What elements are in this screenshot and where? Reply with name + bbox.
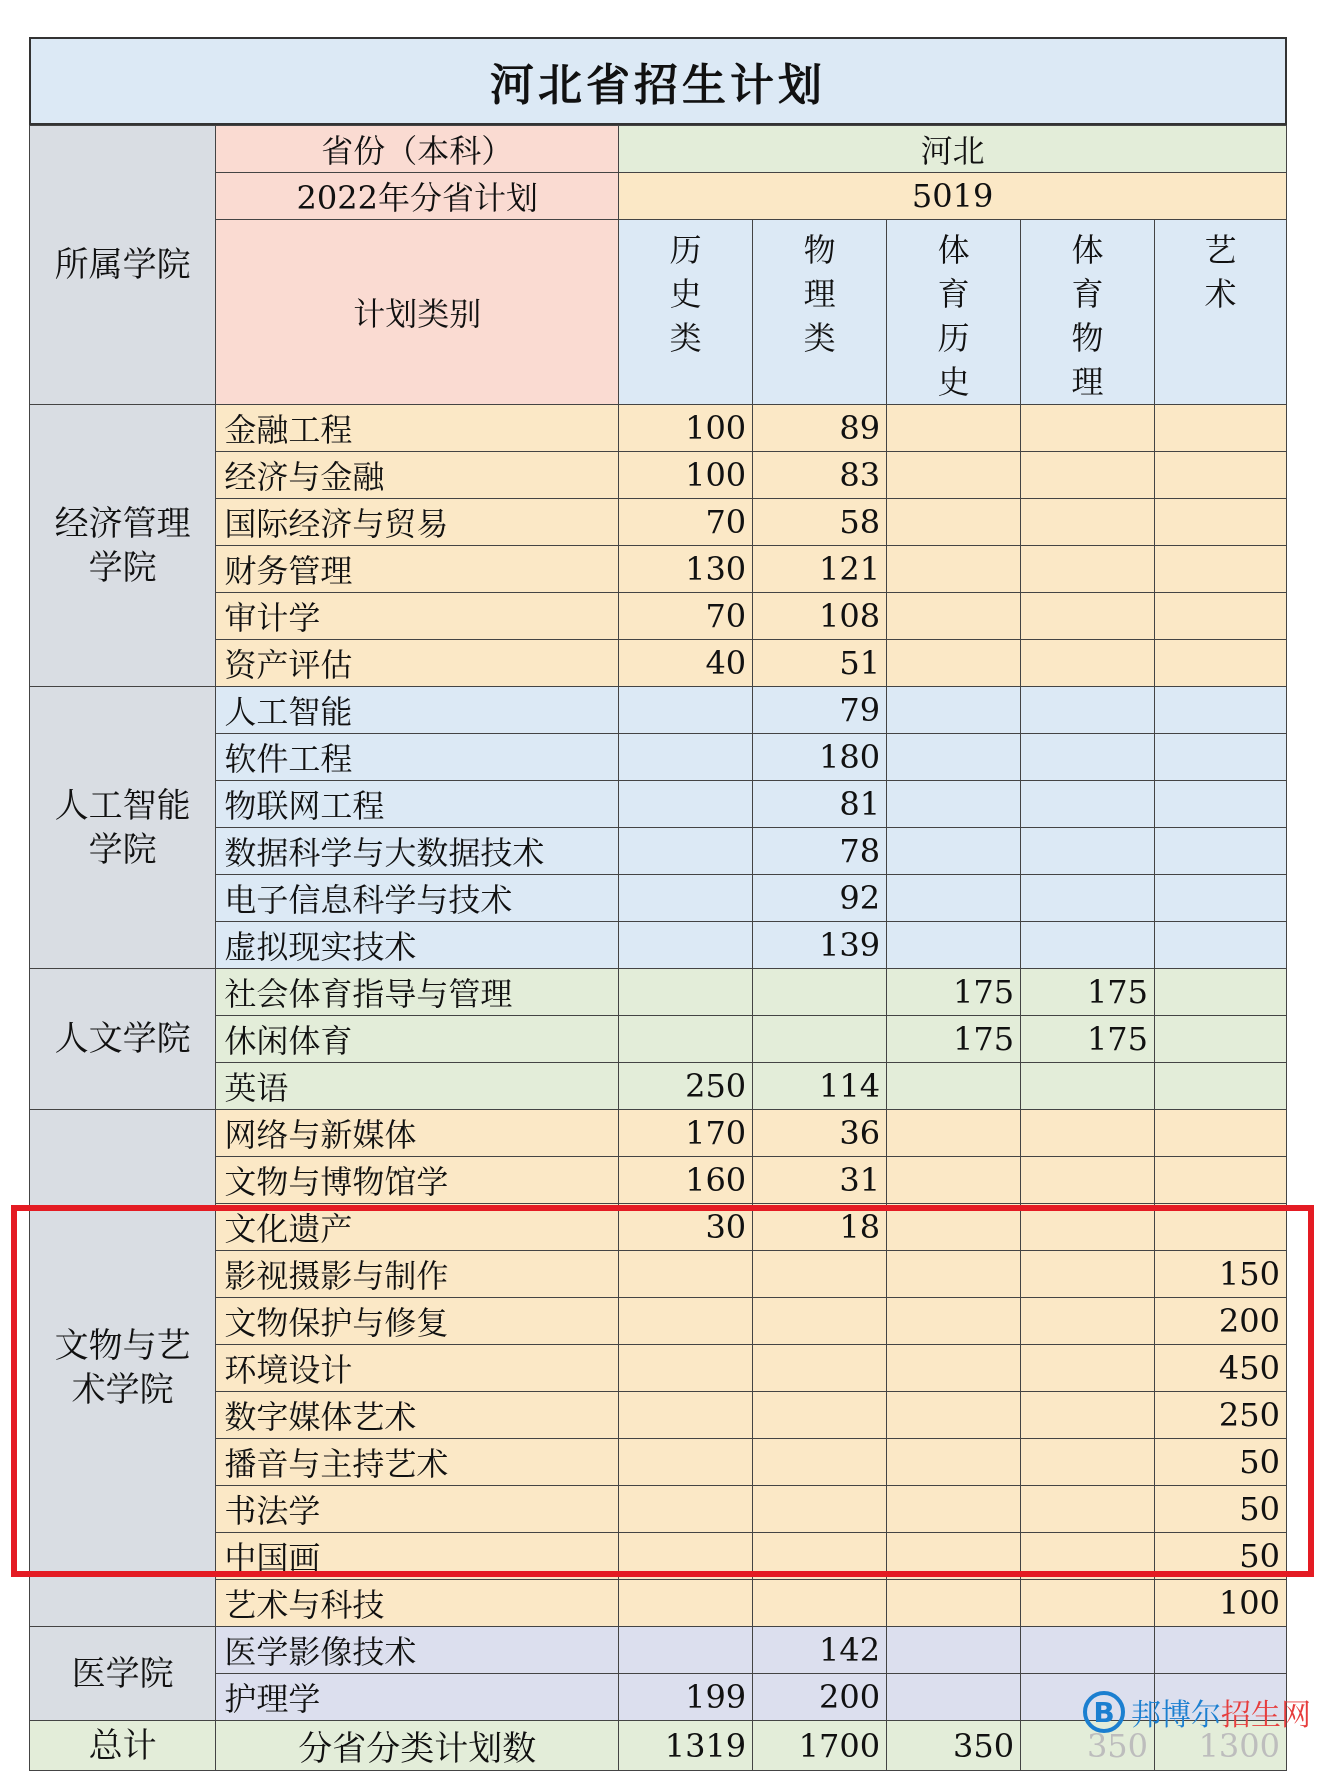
plan-count-cell: 50 bbox=[1155, 1439, 1287, 1486]
plan-count-cell bbox=[1021, 1486, 1155, 1533]
plan-count-cell bbox=[887, 828, 1021, 875]
plan-count-cell bbox=[619, 1533, 753, 1580]
table-row bbox=[30, 405, 1287, 452]
major-name: 网络与新媒体 bbox=[216, 1110, 619, 1157]
plan-count-cell bbox=[1021, 1157, 1155, 1204]
plan-count-cell: 92 bbox=[753, 875, 887, 922]
major-name: 书法学 bbox=[216, 1486, 619, 1533]
plan-count-cell bbox=[753, 1533, 887, 1580]
plan-count-cell bbox=[619, 875, 753, 922]
plan-count-cell bbox=[1021, 1345, 1155, 1392]
plan-count-cell: 100 bbox=[1155, 1580, 1287, 1627]
plan-count-cell bbox=[619, 1345, 753, 1392]
total-count-cell: 1700 bbox=[753, 1721, 887, 1771]
table-row bbox=[30, 1110, 1287, 1157]
plan-count-cell bbox=[887, 875, 1021, 922]
major-name: 艺术与科技 bbox=[216, 1580, 619, 1627]
plan-count-cell bbox=[619, 1298, 753, 1345]
major-name: 文物与博物馆学 bbox=[216, 1157, 619, 1204]
major-name: 金融工程 bbox=[216, 405, 619, 452]
plan-count-cell bbox=[887, 781, 1021, 828]
major-name: 虚拟现实技术 bbox=[216, 922, 619, 969]
plan-count-cell bbox=[619, 828, 753, 875]
plan-count-cell bbox=[887, 593, 1021, 640]
major-name: 审计学 bbox=[216, 593, 619, 640]
plan-count-cell bbox=[1155, 1627, 1287, 1674]
table-row bbox=[30, 1580, 1287, 1627]
plan-count-cell bbox=[1021, 640, 1155, 687]
plan-count-cell: 121 bbox=[753, 546, 887, 593]
plan-count-cell: 51 bbox=[753, 640, 887, 687]
plan-count-cell: 200 bbox=[753, 1674, 887, 1721]
major-name: 财务管理 bbox=[216, 546, 619, 593]
plan-count-cell: 40 bbox=[619, 640, 753, 687]
plan-count-cell bbox=[1155, 452, 1287, 499]
college-name: 人文学院 bbox=[30, 969, 216, 1110]
plan-count-cell: 175 bbox=[1021, 969, 1155, 1016]
plan-count-cell bbox=[619, 734, 753, 781]
plan-count-cell bbox=[1021, 875, 1155, 922]
table-row bbox=[30, 828, 1287, 875]
plan-count-cell bbox=[1021, 828, 1155, 875]
plan-count-cell bbox=[1021, 922, 1155, 969]
major-name: 经济与金融 bbox=[216, 452, 619, 499]
plan-count-cell bbox=[1021, 1251, 1155, 1298]
plan-count-cell bbox=[1021, 546, 1155, 593]
plan-count-cell: 114 bbox=[753, 1063, 887, 1110]
plan-count-cell bbox=[1155, 781, 1287, 828]
plan-count-cell bbox=[887, 1486, 1021, 1533]
plan-count-cell bbox=[887, 1251, 1021, 1298]
plan-count-cell bbox=[753, 1486, 887, 1533]
table-row bbox=[30, 1157, 1287, 1204]
plan-count-cell bbox=[619, 1016, 753, 1063]
category-header: 历 史 类 bbox=[619, 220, 753, 405]
plan-count-cell: 50 bbox=[1155, 1533, 1287, 1580]
college-name: 文物与艺术学院 bbox=[30, 1110, 216, 1627]
plan-count-cell bbox=[753, 969, 887, 1016]
plan-count-cell: 31 bbox=[753, 1157, 887, 1204]
plan-count-cell: 18 bbox=[753, 1204, 887, 1251]
plan-count-cell bbox=[887, 1204, 1021, 1251]
plan-count-cell bbox=[1021, 1580, 1155, 1627]
plan-count-cell: 170 bbox=[619, 1110, 753, 1157]
plan-count-cell bbox=[753, 1580, 887, 1627]
plan-count-cell bbox=[1155, 875, 1287, 922]
college-header: 所属学院 bbox=[30, 126, 216, 405]
plan-count-cell bbox=[1155, 828, 1287, 875]
plan-count-cell bbox=[1155, 405, 1287, 452]
college-name: 人工智能学院 bbox=[30, 687, 216, 969]
table-row bbox=[30, 1533, 1287, 1580]
watermark-text-a: 邦博尔 bbox=[1131, 1698, 1221, 1733]
plan-count-cell: 79 bbox=[753, 687, 887, 734]
plan-sheet bbox=[29, 37, 1287, 1771]
major-name: 资产评估 bbox=[216, 640, 619, 687]
plan-count-cell bbox=[753, 1298, 887, 1345]
plan-count-cell: 70 bbox=[619, 499, 753, 546]
plan-count-cell: 108 bbox=[753, 593, 887, 640]
plan-count-cell: 78 bbox=[753, 828, 887, 875]
plan-count-cell bbox=[887, 734, 1021, 781]
plan-count-cell bbox=[887, 452, 1021, 499]
table-row bbox=[30, 875, 1287, 922]
category-header: 艺 术 bbox=[1155, 220, 1287, 405]
plan-count-cell bbox=[1155, 546, 1287, 593]
plan-count-cell: 139 bbox=[753, 922, 887, 969]
major-name: 文化遗产 bbox=[216, 1204, 619, 1251]
plan-count-cell bbox=[887, 1063, 1021, 1110]
plan-total-value: 5019 bbox=[619, 173, 1287, 220]
plan-count-cell bbox=[1021, 734, 1155, 781]
plan-count-cell bbox=[887, 1580, 1021, 1627]
plan-count-cell bbox=[887, 1439, 1021, 1486]
plan-count-cell: 89 bbox=[753, 405, 887, 452]
table-row bbox=[30, 640, 1287, 687]
plan-count-cell: 180 bbox=[753, 734, 887, 781]
plan-count-cell bbox=[887, 499, 1021, 546]
plan-count-cell bbox=[887, 1392, 1021, 1439]
plan-count-cell bbox=[1021, 781, 1155, 828]
plan-count-cell bbox=[1155, 922, 1287, 969]
plan-count-cell: 175 bbox=[887, 1016, 1021, 1063]
plan-count-cell bbox=[887, 1298, 1021, 1345]
plan-count-cell bbox=[753, 1016, 887, 1063]
plan-count-cell bbox=[1021, 405, 1155, 452]
plan-count-cell bbox=[887, 1157, 1021, 1204]
watermark-logo-icon: B bbox=[1083, 1691, 1125, 1733]
major-name: 中国画 bbox=[216, 1533, 619, 1580]
plan-count-cell bbox=[1021, 1392, 1155, 1439]
table-row bbox=[30, 734, 1287, 781]
major-name: 电子信息科学与技术 bbox=[216, 875, 619, 922]
site-watermark bbox=[1083, 1690, 1311, 1734]
major-name: 社会体育指导与管理 bbox=[216, 969, 619, 1016]
plan-count-cell bbox=[1021, 1439, 1155, 1486]
major-name: 软件工程 bbox=[216, 734, 619, 781]
table-row bbox=[30, 781, 1287, 828]
plan-count-cell: 58 bbox=[753, 499, 887, 546]
watermark-text-b: 招生网 bbox=[1221, 1698, 1311, 1733]
table-row bbox=[30, 1345, 1287, 1392]
total-count-cell: 350 bbox=[887, 1721, 1021, 1771]
plan-count-cell bbox=[1155, 499, 1287, 546]
college-name: 医学院 bbox=[30, 1627, 216, 1721]
major-name: 人工智能 bbox=[216, 687, 619, 734]
plan-count-cell: 70 bbox=[619, 593, 753, 640]
plan-count-cell: 200 bbox=[1155, 1298, 1287, 1345]
plan-count-cell bbox=[619, 1627, 753, 1674]
plan-count-cell bbox=[1021, 1627, 1155, 1674]
total-count-cell: 1300 bbox=[1155, 1721, 1287, 1771]
major-name: 国际经济与贸易 bbox=[216, 499, 619, 546]
plan-count-cell bbox=[1021, 1110, 1155, 1157]
plan-count-cell bbox=[619, 922, 753, 969]
table-row bbox=[30, 546, 1287, 593]
plan-count-cell bbox=[887, 922, 1021, 969]
table-row bbox=[30, 969, 1287, 1016]
plan-count-cell: 130 bbox=[619, 546, 753, 593]
plan-count-cell: 450 bbox=[1155, 1345, 1287, 1392]
plan-year-label: 2022年分省计划 bbox=[216, 173, 619, 220]
plan-count-cell: 160 bbox=[619, 1157, 753, 1204]
plan-count-cell bbox=[1021, 1298, 1155, 1345]
plan-count-cell bbox=[1021, 452, 1155, 499]
plan-count-cell bbox=[1155, 1157, 1287, 1204]
plan-count-cell bbox=[887, 687, 1021, 734]
plan-count-cell bbox=[887, 1627, 1021, 1674]
plan-count-cell bbox=[887, 1674, 1021, 1721]
plan-count-cell: 150 bbox=[1155, 1251, 1287, 1298]
table-row bbox=[30, 687, 1287, 734]
plan-count-cell bbox=[1155, 969, 1287, 1016]
plan-count-cell bbox=[619, 1439, 753, 1486]
plan-count-cell: 199 bbox=[619, 1674, 753, 1721]
total-count-cell: 350 bbox=[1021, 1721, 1155, 1771]
category-header: 体 育 物 理 bbox=[1021, 220, 1155, 405]
plan-count-cell: 36 bbox=[753, 1110, 887, 1157]
plan-count-cell bbox=[887, 1110, 1021, 1157]
table-row bbox=[30, 499, 1287, 546]
major-name: 医学影像技术 bbox=[216, 1627, 619, 1674]
table-row bbox=[30, 1298, 1287, 1345]
plan-count-cell bbox=[1021, 1533, 1155, 1580]
college-name: 经济管理学院 bbox=[30, 405, 216, 687]
major-name: 护理学 bbox=[216, 1674, 619, 1721]
plan-count-cell bbox=[619, 781, 753, 828]
plan-count-cell bbox=[1021, 1204, 1155, 1251]
table-row bbox=[30, 593, 1287, 640]
major-name: 数据科学与大数据技术 bbox=[216, 828, 619, 875]
plan-count-cell bbox=[1155, 1204, 1287, 1251]
plan-count-cell: 100 bbox=[619, 452, 753, 499]
plan-count-cell bbox=[619, 1580, 753, 1627]
total-sub-label: 分省分类计划数 bbox=[216, 1721, 619, 1771]
plan-count-cell bbox=[1155, 1063, 1287, 1110]
total-count-cell: 1319 bbox=[619, 1721, 753, 1771]
plan-count-cell: 83 bbox=[753, 452, 887, 499]
plan-count-cell: 250 bbox=[619, 1063, 753, 1110]
table-row bbox=[30, 1439, 1287, 1486]
plan-count-cell: 30 bbox=[619, 1204, 753, 1251]
category-header: 物 理 类 bbox=[753, 220, 887, 405]
plan-count-cell bbox=[887, 405, 1021, 452]
plan-count-cell bbox=[1155, 593, 1287, 640]
plan-count-cell bbox=[887, 546, 1021, 593]
table-row bbox=[30, 1392, 1287, 1439]
plan-count-cell: 100 bbox=[619, 405, 753, 452]
table-row bbox=[30, 452, 1287, 499]
plan-count-cell bbox=[1021, 499, 1155, 546]
plan-count-cell bbox=[753, 1392, 887, 1439]
plan-count-cell bbox=[619, 969, 753, 1016]
major-name: 播音与主持艺术 bbox=[216, 1439, 619, 1486]
major-name: 影视摄影与制作 bbox=[216, 1251, 619, 1298]
plan-count-cell bbox=[887, 1345, 1021, 1392]
category-label: 计划类别 bbox=[216, 220, 619, 405]
table-row bbox=[30, 1016, 1287, 1063]
plan-count-cell bbox=[753, 1439, 887, 1486]
major-name: 英语 bbox=[216, 1063, 619, 1110]
table-row bbox=[30, 1063, 1287, 1110]
major-name: 物联网工程 bbox=[216, 781, 619, 828]
plan-count-cell bbox=[887, 1533, 1021, 1580]
table-row bbox=[30, 922, 1287, 969]
sheet-title: 河北省招生计划 bbox=[29, 37, 1287, 125]
table-row bbox=[30, 1627, 1287, 1674]
table-row bbox=[30, 1251, 1287, 1298]
plan-count-cell bbox=[1155, 687, 1287, 734]
plan-count-cell bbox=[619, 1486, 753, 1533]
plan-count-cell: 81 bbox=[753, 781, 887, 828]
plan-count-cell: 142 bbox=[753, 1627, 887, 1674]
plan-table bbox=[29, 125, 1287, 1771]
plan-count-cell: 250 bbox=[1155, 1392, 1287, 1439]
major-name: 文物保护与修复 bbox=[216, 1298, 619, 1345]
table-row bbox=[30, 1204, 1287, 1251]
major-name: 休闲体育 bbox=[216, 1016, 619, 1063]
plan-count-cell bbox=[1155, 640, 1287, 687]
province-value: 河北 bbox=[619, 126, 1287, 173]
major-name: 环境设计 bbox=[216, 1345, 619, 1392]
plan-count-cell: 175 bbox=[1021, 1016, 1155, 1063]
province-label: 省份（本科） bbox=[216, 126, 619, 173]
plan-count-cell bbox=[619, 1251, 753, 1298]
plan-count-cell: 175 bbox=[887, 969, 1021, 1016]
plan-count-cell bbox=[1021, 593, 1155, 640]
category-header: 体 育 历 史 bbox=[887, 220, 1021, 405]
plan-count-cell bbox=[887, 640, 1021, 687]
plan-count-cell bbox=[1021, 687, 1155, 734]
plan-count-cell bbox=[1155, 734, 1287, 781]
total-label: 总计 bbox=[30, 1721, 216, 1771]
plan-count-cell bbox=[619, 1392, 753, 1439]
plan-count-cell: 50 bbox=[1155, 1486, 1287, 1533]
plan-count-cell bbox=[1155, 1110, 1287, 1157]
major-name: 数字媒体艺术 bbox=[216, 1392, 619, 1439]
plan-count-cell bbox=[1021, 1063, 1155, 1110]
plan-count-cell bbox=[753, 1251, 887, 1298]
table-row bbox=[30, 1486, 1287, 1533]
plan-count-cell bbox=[1155, 1016, 1287, 1063]
plan-count-cell bbox=[619, 687, 753, 734]
plan-count-cell bbox=[753, 1345, 887, 1392]
